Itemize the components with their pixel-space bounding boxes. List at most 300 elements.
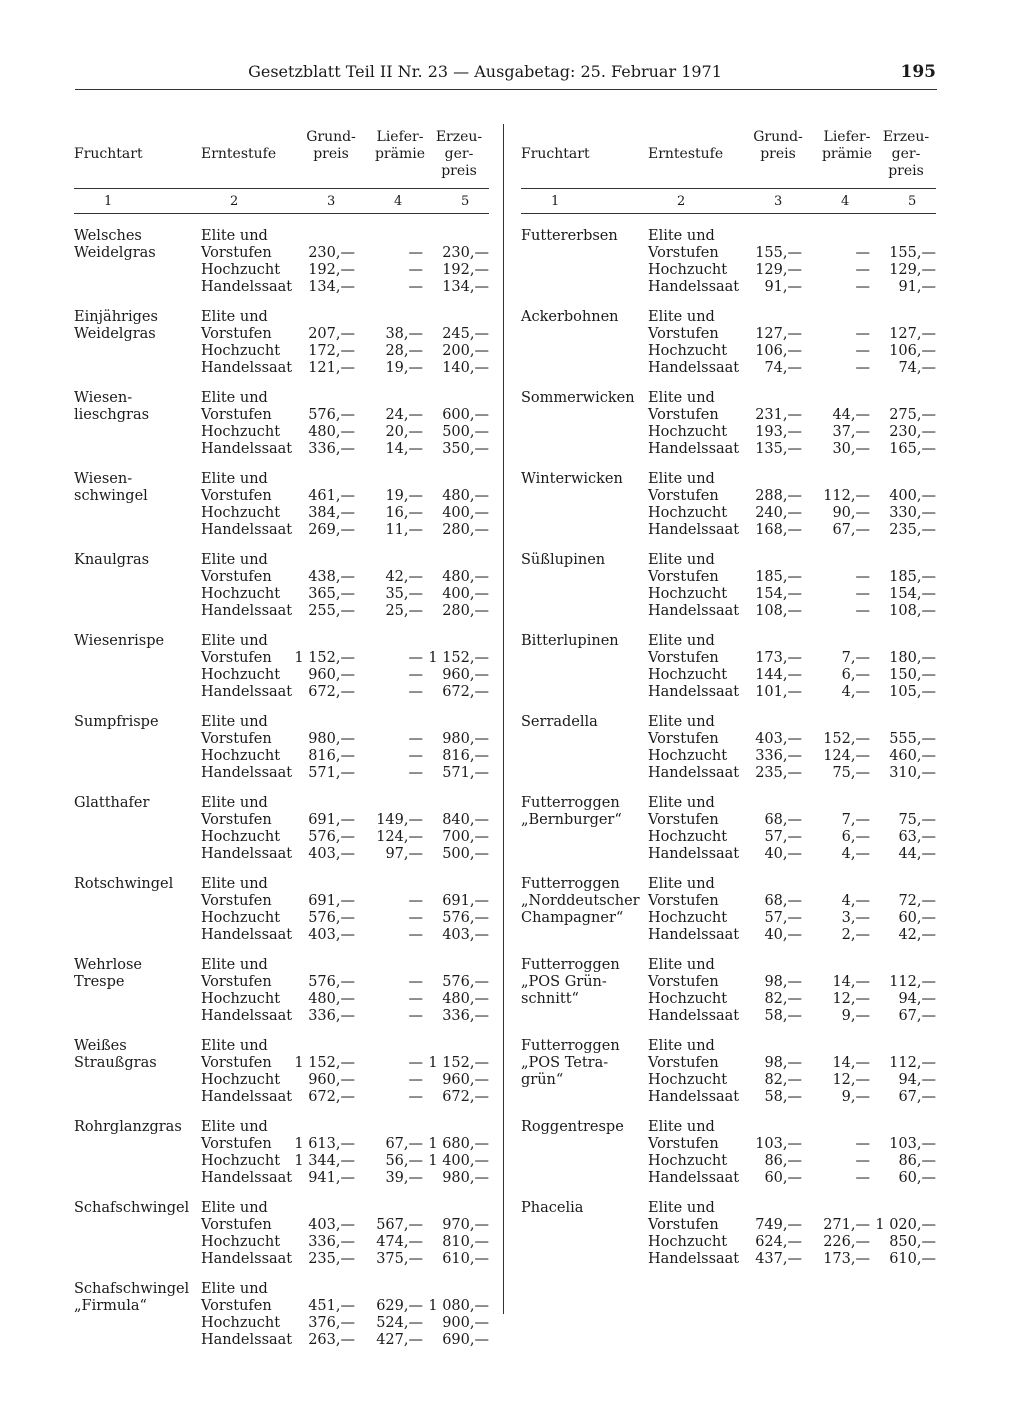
crop-name: Rotschwingel: [74, 876, 174, 892]
erntestufe-cell: Vorstufen: [201, 974, 272, 990]
erzeugerpreis-cell: 72,—: [898, 893, 936, 909]
table-row: [201, 667, 491, 684]
erzeugerpreis-cell: 67,—: [898, 1008, 936, 1024]
erntestufe-cell: Elite und: [201, 228, 268, 244]
table-row: [648, 471, 938, 488]
grundpreis-cell: 451,—: [308, 1298, 355, 1314]
grundpreis-cell: 58,—: [764, 1089, 802, 1105]
grundpreis-cell: 1 344,—: [294, 1153, 355, 1169]
erntestufe-cell: Handelssaat: [201, 846, 293, 862]
lieferpraemie-cell: —: [855, 360, 870, 376]
table-row: [201, 795, 491, 812]
erzeugerpreis-cell: 960,—: [442, 1072, 489, 1088]
crop-price-lines: [648, 471, 938, 539]
erntestufe-cell: Hochzucht: [201, 1315, 281, 1331]
table-row: [648, 407, 938, 424]
lieferpraemie-cell: 4,—: [841, 684, 870, 700]
erntestufe-cell: Handelssaat: [201, 1251, 293, 1267]
lieferpraemie-cell: 226,—: [823, 1234, 870, 1250]
table-row: [648, 586, 938, 603]
lieferpraemie-cell: —: [408, 927, 423, 943]
erzeugerpreis-cell: 336,—: [442, 1008, 489, 1024]
erntestufe-cell: Elite und: [201, 714, 268, 730]
erzeugerpreis-cell: 810,—: [442, 1234, 489, 1250]
grundpreis-cell: 255,—: [308, 603, 355, 619]
erntestufe-cell: Handelssaat: [648, 522, 740, 538]
grundpreis-cell: 1 152,—: [294, 1055, 355, 1071]
grundpreis-cell: 106,—: [755, 343, 802, 359]
grundpreis-cell: 74,—: [764, 360, 802, 376]
grundpreis-cell: 57,—: [764, 910, 802, 926]
erzeugerpreis-cell: 134,—: [442, 279, 489, 295]
erzeugerpreis-cell: 42,—: [898, 927, 936, 943]
lieferpraemie-cell: —: [408, 893, 423, 909]
table-row: [201, 1119, 491, 1136]
table-row: [648, 603, 938, 620]
erzeugerpreis-cell: 155,—: [889, 245, 936, 261]
erntestufe-cell: Vorstufen: [648, 407, 719, 423]
table-row: [648, 228, 938, 245]
grundpreis-cell: 960,—: [308, 667, 355, 683]
erntestufe-cell: Handelssaat: [648, 1089, 740, 1105]
crop-name: Süßlupinen: [521, 552, 606, 568]
crop-entry: [74, 309, 489, 377]
table-row: [648, 991, 938, 1008]
crop-name: Winterwicken: [521, 471, 623, 487]
erzeugerpreis-cell: 555,—: [889, 731, 936, 747]
lieferpraemie-cell: —: [408, 765, 423, 781]
grundpreis-cell: 941,—: [308, 1170, 355, 1186]
table-row: [648, 1008, 938, 1025]
erntestufe-cell: Elite und: [648, 1119, 715, 1135]
grundpreis-cell: 571,—: [308, 765, 355, 781]
crop-price-lines: [648, 1119, 938, 1187]
grundpreis-cell: 68,—: [764, 812, 802, 828]
table-row: [648, 927, 938, 944]
crop-name: Welsches Weidelgras: [74, 228, 156, 261]
crop-entry: [74, 957, 489, 1025]
erzeugerpreis-cell: 500,—: [442, 424, 489, 440]
lieferpraemie-cell: 25,—: [385, 603, 423, 619]
lieferpraemie-cell: 16,—: [385, 505, 423, 521]
lieferpraemie-cell: 152,—: [823, 731, 870, 747]
erntestufe-cell: Vorstufen: [648, 974, 719, 990]
grundpreis-cell: 155,—: [755, 245, 802, 261]
crop-price-lines: [648, 1038, 938, 1106]
erzeugerpreis-cell: 192,—: [442, 262, 489, 278]
table-row: [201, 279, 491, 296]
erzeugerpreis-cell: 86,—: [898, 1153, 936, 1169]
table-row: [201, 1332, 491, 1349]
erntestufe-cell: Hochzucht: [648, 505, 728, 521]
grundpreis-cell: 384,—: [308, 505, 355, 521]
erntestufe-cell: Handelssaat: [648, 684, 740, 700]
crop-name: Knaulgras: [74, 552, 150, 568]
grundpreis-cell: 672,—: [308, 684, 355, 700]
erzeugerpreis-cell: 610,—: [889, 1251, 936, 1267]
header-erntestufe: Erntestufe: [201, 146, 277, 162]
table-row: [648, 714, 938, 731]
lieferpraemie-cell: —: [408, 1072, 423, 1088]
crop-name: Wiesen- lieschgras: [74, 390, 150, 423]
table-row: [201, 1038, 491, 1055]
column-number-row: [521, 189, 936, 213]
lieferpraemie-cell: 427,—: [376, 1332, 423, 1348]
table-row: [201, 846, 491, 863]
table-header: [74, 126, 489, 188]
erntestufe-cell: Hochzucht: [201, 910, 281, 926]
table-row: [648, 684, 938, 701]
lieferpraemie-cell: —: [855, 603, 870, 619]
crop-name: Schafschwingel „Firmula“: [74, 1281, 190, 1314]
table-row: [648, 1038, 938, 1055]
table-row: [648, 522, 938, 539]
grundpreis-cell: 336,—: [308, 441, 355, 457]
erntestufe-cell: Handelssaat: [201, 441, 293, 457]
column-number: 3: [327, 194, 336, 209]
table-row: [648, 650, 938, 667]
table-row: [648, 390, 938, 407]
erntestufe-cell: Hochzucht: [648, 991, 728, 1007]
table-row: [201, 893, 491, 910]
table-row: [648, 262, 938, 279]
grundpreis-cell: 980,—: [308, 731, 355, 747]
lieferpraemie-cell: —: [408, 748, 423, 764]
crop-entry: [521, 633, 936, 701]
erntestufe-cell: Handelssaat: [201, 603, 293, 619]
grundpreis-cell: 461,—: [308, 488, 355, 504]
table-row: [648, 1136, 938, 1153]
grundpreis-cell: 960,—: [308, 1072, 355, 1088]
erzeugerpreis-cell: 280,—: [442, 603, 489, 619]
page-number: 195: [900, 62, 936, 82]
erntestufe-cell: Handelssaat: [201, 684, 293, 700]
lieferpraemie-cell: 75,—: [832, 765, 870, 781]
table-row: [648, 748, 938, 765]
erzeugerpreis-cell: 63,—: [898, 829, 936, 845]
grundpreis-cell: 576,—: [308, 829, 355, 845]
grundpreis-cell: 103,—: [755, 1136, 802, 1152]
erzeugerpreis-cell: 94,—: [898, 991, 936, 1007]
erntestufe-cell: Elite und: [201, 876, 268, 892]
table-row: [201, 245, 491, 262]
grundpreis-cell: 576,—: [308, 974, 355, 990]
table-row: [201, 1281, 491, 1298]
erntestufe-cell: Elite und: [648, 309, 715, 325]
lieferpraemie-cell: 11,—: [385, 522, 423, 538]
table-row: [201, 991, 491, 1008]
lieferpraemie-cell: —: [408, 279, 423, 295]
table-row: [201, 1089, 491, 1106]
erzeugerpreis-cell: 154,—: [889, 586, 936, 602]
column-number: 1: [104, 194, 113, 209]
crop-price-lines: [201, 1119, 491, 1187]
crop-name: Sumpfrispe: [74, 714, 159, 730]
erzeugerpreis-cell: 44,—: [898, 846, 936, 862]
erntestufe-cell: Hochzucht: [201, 586, 281, 602]
erzeugerpreis-cell: 700,—: [442, 829, 489, 845]
erntestufe-cell: Hochzucht: [648, 1153, 728, 1169]
erntestufe-cell: Vorstufen: [648, 326, 719, 342]
crop-name: Futtererbsen: [521, 228, 618, 244]
crop-name: Sommerwicken: [521, 390, 635, 406]
erntestufe-cell: Vorstufen: [201, 650, 272, 666]
table-row: [648, 279, 938, 296]
grundpreis-cell: 82,—: [764, 1072, 802, 1088]
erntestufe-cell: Elite und: [648, 876, 715, 892]
crop-entry: [521, 471, 936, 539]
grundpreis-cell: 134,—: [308, 279, 355, 295]
column-divider: [503, 124, 504, 1314]
erzeugerpreis-cell: 180,—: [889, 650, 936, 666]
table-row: [648, 488, 938, 505]
crop-entry: [521, 552, 936, 620]
lieferpraemie-cell: 38,—: [385, 326, 423, 342]
erntestufe-cell: Elite und: [648, 714, 715, 730]
lieferpraemie-cell: 67,—: [385, 1136, 423, 1152]
crop-price-lines: [648, 228, 938, 296]
erzeugerpreis-cell: 105,—: [889, 684, 936, 700]
header-fruchtart: Fruchtart: [521, 146, 590, 162]
header-grundpreis: Grund- preis: [753, 129, 803, 162]
table-row: [201, 1217, 491, 1234]
erzeugerpreis-cell: 576,—: [442, 974, 489, 990]
crop-name: Wiesenrispe: [74, 633, 165, 649]
erntestufe-cell: Vorstufen: [201, 1055, 272, 1071]
right-price-table: [521, 126, 936, 1281]
erzeugerpreis-cell: 672,—: [442, 1089, 489, 1105]
gazette-header-title: Gesetzblatt Teil II Nr. 23 — Ausgabetag: 25. Februar 1971: [248, 62, 722, 81]
crop-price-lines: [201, 228, 491, 296]
table-row: [648, 812, 938, 829]
column-number: 3: [774, 194, 783, 209]
lieferpraemie-cell: —: [408, 262, 423, 278]
table-row: [201, 910, 491, 927]
grundpreis-cell: 121,—: [308, 360, 355, 376]
erzeugerpreis-cell: 74,—: [898, 360, 936, 376]
table-row: [201, 424, 491, 441]
crop-name: Phacelia: [521, 1200, 584, 1216]
grundpreis-cell: 576,—: [308, 407, 355, 423]
lieferpraemie-cell: 42,—: [385, 569, 423, 585]
erzeugerpreis-cell: 112,—: [889, 974, 936, 990]
crop-price-lines: [201, 633, 491, 701]
erntestufe-cell: Handelssaat: [648, 279, 740, 295]
grundpreis-cell: 336,—: [308, 1008, 355, 1024]
erntestufe-cell: Hochzucht: [648, 910, 728, 926]
erntestufe-cell: Elite und: [201, 633, 268, 649]
crop-name: Bitterlupinen: [521, 633, 619, 649]
table-row: [201, 343, 491, 360]
table-row: [648, 974, 938, 991]
crop-price-lines: [648, 1200, 938, 1268]
erntestufe-cell: Hochzucht: [648, 667, 728, 683]
table-row: [201, 957, 491, 974]
crop-price-lines: [648, 633, 938, 701]
erzeugerpreis-cell: 980,—: [442, 1170, 489, 1186]
crop-name: Rohrglanzgras: [74, 1119, 182, 1135]
lieferpraemie-cell: 7,—: [841, 812, 870, 828]
erntestufe-cell: Vorstufen: [201, 488, 272, 504]
lieferpraemie-cell: —: [408, 667, 423, 683]
column-number: 1: [551, 194, 560, 209]
crop-name: Futterroggen „Norddeutscher Champagner“: [521, 876, 640, 926]
lieferpraemie-cell: —: [855, 279, 870, 295]
grundpreis-cell: 376,—: [308, 1315, 355, 1331]
grundpreis-cell: 480,—: [308, 991, 355, 1007]
crop-price-lines: [201, 957, 491, 1025]
erntestufe-cell: Handelssaat: [201, 1332, 293, 1348]
erntestufe-cell: Vorstufen: [648, 1055, 719, 1071]
erntestufe-cell: Vorstufen: [201, 893, 272, 909]
lieferpraemie-cell: 112,—: [823, 488, 870, 504]
erntestufe-cell: Vorstufen: [648, 650, 719, 666]
table-row: [648, 1200, 938, 1217]
table-row: [201, 262, 491, 279]
grundpreis-cell: 235,—: [755, 765, 802, 781]
erntestufe-cell: Vorstufen: [201, 245, 272, 261]
table-row: [201, 714, 491, 731]
grundpreis-cell: 1 613,—: [294, 1136, 355, 1152]
table-row: [648, 765, 938, 782]
erzeugerpreis-cell: 1 400,—: [428, 1153, 489, 1169]
erntestufe-cell: Handelssaat: [201, 522, 293, 538]
lieferpraemie-cell: —: [408, 650, 423, 666]
erntestufe-cell: Hochzucht: [201, 748, 281, 764]
erntestufe-cell: Handelssaat: [648, 1251, 740, 1267]
erntestufe-cell: Hochzucht: [648, 829, 728, 845]
grundpreis-cell: 365,—: [308, 586, 355, 602]
erntestufe-cell: Handelssaat: [648, 846, 740, 862]
erzeugerpreis-cell: 1 080,—: [428, 1298, 489, 1314]
table-row: [201, 829, 491, 846]
grundpreis-cell: 207,—: [308, 326, 355, 342]
lieferpraemie-cell: —: [855, 1136, 870, 1152]
grundpreis-cell: 437,—: [755, 1251, 802, 1267]
erzeugerpreis-cell: 960,—: [442, 667, 489, 683]
erzeugerpreis-cell: 480,—: [442, 991, 489, 1007]
table-row: [201, 505, 491, 522]
grundpreis-cell: 672,—: [308, 1089, 355, 1105]
table-row: [201, 1072, 491, 1089]
table-row: [201, 1153, 491, 1170]
lieferpraemie-cell: 6,—: [841, 829, 870, 845]
grundpreis-cell: 82,—: [764, 991, 802, 1007]
table-row: [201, 390, 491, 407]
erzeugerpreis-cell: 108,—: [889, 603, 936, 619]
erntestufe-cell: Hochzucht: [201, 505, 281, 521]
erntestufe-cell: Elite und: [201, 1038, 268, 1054]
lieferpraemie-cell: 24,—: [385, 407, 423, 423]
grundpreis-cell: 40,—: [764, 927, 802, 943]
grundpreis-cell: 58,—: [764, 1008, 802, 1024]
grundpreis-cell: 576,—: [308, 910, 355, 926]
erntestufe-cell: Elite und: [648, 957, 715, 973]
erntestufe-cell: Elite und: [201, 1200, 268, 1216]
lieferpraemie-cell: 14,—: [832, 974, 870, 990]
table-row: [201, 1298, 491, 1315]
lieferpraemie-cell: —: [855, 1153, 870, 1169]
crop-entry: [74, 390, 489, 458]
header-erzeugerpreis: Erzeu- ger- preis: [882, 129, 930, 179]
crop-price-lines: [648, 390, 938, 458]
erntestufe-cell: Vorstufen: [201, 812, 272, 828]
erntestufe-cell: Handelssaat: [648, 1008, 740, 1024]
crop-entry: [74, 633, 489, 701]
erntestufe-cell: Hochzucht: [201, 1072, 281, 1088]
erntestufe-cell: Handelssaat: [201, 360, 293, 376]
grundpreis-cell: 816,—: [308, 748, 355, 764]
lieferpraemie-cell: 90,—: [832, 505, 870, 521]
lieferpraemie-cell: 474,—: [376, 1234, 423, 1250]
table-row: [648, 910, 938, 927]
erntestufe-cell: Hochzucht: [648, 424, 728, 440]
lieferpraemie-cell: 14,—: [832, 1055, 870, 1071]
table-row: [201, 1170, 491, 1187]
grundpreis-cell: 403,—: [308, 927, 355, 943]
header-grundpreis: Grund- preis: [306, 129, 356, 162]
table-row: [201, 1315, 491, 1332]
lieferpraemie-cell: 19,—: [385, 488, 423, 504]
lieferpraemie-cell: 629,—: [376, 1298, 423, 1314]
lieferpraemie-cell: 173,—: [823, 1251, 870, 1267]
grundpreis-cell: 168,—: [755, 522, 802, 538]
erzeugerpreis-cell: 245,—: [442, 326, 489, 342]
erzeugerpreis-cell: 610,—: [442, 1251, 489, 1267]
table-row: [201, 1234, 491, 1251]
erntestufe-cell: Elite und: [201, 390, 268, 406]
erzeugerpreis-cell: 970,—: [442, 1217, 489, 1233]
table-row: [648, 1072, 938, 1089]
table-row: [201, 488, 491, 505]
lieferpraemie-cell: 39,—: [385, 1170, 423, 1186]
grundpreis-cell: 192,—: [308, 262, 355, 278]
erzeugerpreis-cell: 840,—: [442, 812, 489, 828]
grundpreis-cell: 480,—: [308, 424, 355, 440]
table-row: [648, 424, 938, 441]
erntestufe-cell: Elite und: [648, 633, 715, 649]
lieferpraemie-cell: 567,—: [376, 1217, 423, 1233]
erntestufe-cell: Vorstufen: [201, 569, 272, 585]
crop-price-lines: [648, 714, 938, 782]
crop-name: Ackerbohnen: [521, 309, 619, 325]
grundpreis-cell: 98,—: [764, 974, 802, 990]
erntestufe-cell: Vorstufen: [648, 1217, 719, 1233]
erntestufe-cell: Hochzucht: [648, 343, 728, 359]
erzeugerpreis-cell: 75,—: [898, 812, 936, 828]
erzeugerpreis-cell: 94,—: [898, 1072, 936, 1088]
erntestufe-cell: Handelssaat: [648, 765, 740, 781]
erntestufe-cell: Elite und: [648, 1200, 715, 1216]
crop-price-lines: [201, 876, 491, 944]
crop-entry: [74, 1119, 489, 1187]
table-row: [648, 343, 938, 360]
lieferpraemie-cell: —: [408, 684, 423, 700]
header-lieferpraemie: Liefer- prämie: [821, 129, 873, 162]
crop-price-lines: [201, 471, 491, 539]
erntestufe-cell: Vorstufen: [201, 407, 272, 423]
lieferpraemie-cell: —: [855, 586, 870, 602]
table-row: [648, 245, 938, 262]
table-row: [201, 1136, 491, 1153]
erntestufe-cell: Elite und: [201, 552, 268, 568]
table-row: [648, 309, 938, 326]
lieferpraemie-cell: 12,—: [832, 1072, 870, 1088]
table-row: [201, 603, 491, 620]
erntestufe-cell: Vorstufen: [201, 326, 272, 342]
table-row: [648, 795, 938, 812]
lieferpraemie-cell: 30,—: [832, 441, 870, 457]
